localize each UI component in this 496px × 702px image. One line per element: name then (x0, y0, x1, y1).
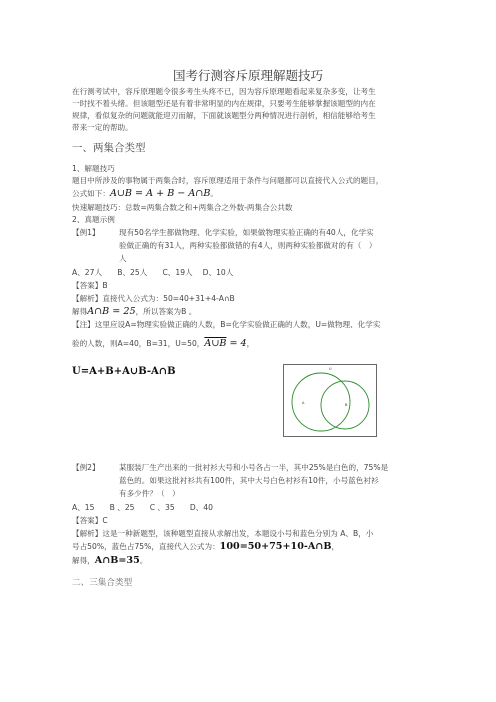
example2-question-line: 蓝色的。如果这批衬衫共有100件，其中大号白色衬衫有10件，小号蓝色衬衫 (119, 476, 379, 485)
subheading-examples: 2、真题示例 (72, 215, 115, 224)
page-title: 国考行测容斥原理解题技巧 (172, 68, 323, 83)
intro-line: 带来一定的帮助。 (72, 123, 133, 132)
analysis-prefix: 号占50%，蓝色占75%，直接代入公式为： (72, 542, 220, 551)
solution-math: A∩B = 25 (87, 306, 136, 317)
example1-question-line: 验做正确的有31人，两种实验都做错的有4人，则两种实验都做对的有（ ） (119, 241, 377, 250)
example1-note-line1: 【注】这里应设A=物理实验做正确的人数，B=化学实验做正确的人数，U=做物理、化学实 (72, 320, 381, 329)
solution-prefix: 解得 (72, 307, 88, 316)
note-suffix: ， (246, 339, 255, 348)
intro-line: 规律，看似复杂的问题就能迎刃而解，下面就该题型分两种情况进行剖析，相信能够给考生 (72, 111, 376, 120)
example2-options: A、15 B 、25 C 、35 D、40 (72, 503, 213, 512)
intro-line: 在行测考试中，容斥原理题令很多考生头疼不已，因为容斥原理题看起来复杂多变，让考生 (72, 87, 376, 96)
example1-question-line: 现有50名学生都做物理、化学实验，如果做物理实验正确的有40人，化学实 (119, 228, 374, 237)
example1-solution (72, 306, 196, 318)
example1-answer: 【答案】B (72, 281, 108, 290)
solution-suffix: 。 (139, 556, 148, 565)
solution-prefix: 解得， (72, 556, 95, 565)
section-heading-two-sets: 一、两集合类型 (72, 142, 146, 154)
example1-tag: 【例1】 (72, 228, 100, 237)
solution-math: A∩B=35 (94, 555, 140, 566)
subheading-technique: 1、解题技巧 (72, 164, 115, 173)
example2-solution (72, 555, 147, 567)
formula-suffix: 。 (210, 189, 218, 198)
quick-tip: 快速解题技巧：总数=两集合数之和+两集合之外数-两集合公共数 (72, 203, 293, 212)
example1-note-line2 (72, 338, 254, 350)
note-prefix: 验的人数，则A=40，B=31，U=50， (72, 339, 205, 348)
example1-analysis: 【解析】直接代入公式为：50=40+31+4-A∩B (72, 294, 235, 303)
analysis-math: 100=50+75+10-A∩B (219, 541, 332, 552)
venn-label-a: A (302, 401, 305, 405)
formula-line (72, 188, 218, 200)
analysis-suffix: ， (331, 542, 340, 551)
example2-question-line: 某服装厂生产出来的一批衬衫大号和小号各占一半，其中25%是白色的，75%是 (119, 463, 389, 472)
solution-suffix: ，所以答案为B 。 (135, 307, 197, 316)
intro-line: 一时找不着头绪。但该题型还是有着非常明显的内在规律，只要考生能够掌握该题型的内在 (72, 99, 376, 108)
section-heading-three-sets: 二、三集合类型 (72, 578, 133, 588)
union-formula: A∪B = A + B − A∩B (109, 188, 211, 199)
formula-prefix: 公式如下： (72, 189, 110, 198)
example1-question-line: 人 (119, 254, 127, 263)
example2-answer: 【答案】C (72, 516, 108, 525)
example2-analysis-line2 (72, 541, 339, 553)
example1-options: A、27人 B、25人 C、19人 D、10人 (72, 268, 234, 277)
example2-analysis-line1: 【解析】这是一种新题型，该种题型直接从求解出发，本题设小号和蓝色分别为 A、B，小 (72, 529, 374, 538)
bold-formula: U=A+B+A∪B-A∩B (72, 366, 176, 377)
example2-tag: 【例2】 (72, 463, 100, 472)
complement-value: = 4 (226, 338, 247, 349)
technique-text: 题目中所涉及的事物属于两集合时，容斥原理适用于条件与问题都可以直接代入公式的题目， (72, 176, 384, 185)
venn-label-u: U (329, 367, 332, 371)
venn-diagram (283, 364, 377, 437)
complement-union: A∪B (204, 338, 227, 349)
example2-question-line: 有多少件？（ ） (119, 489, 180, 498)
venn-label-b: B (345, 403, 348, 407)
universe-frame (284, 365, 377, 437)
